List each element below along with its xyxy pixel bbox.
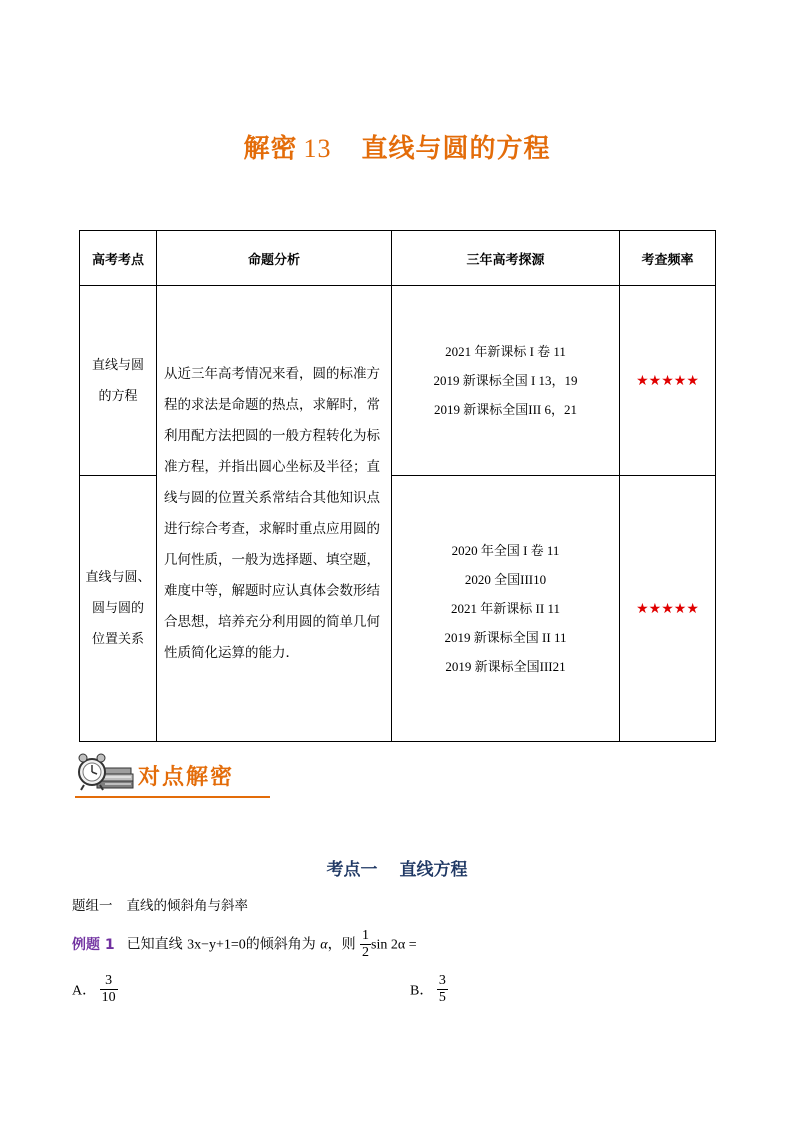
source-item: 2021 年新课标 II 11 bbox=[451, 601, 560, 616]
sources-cell bbox=[392, 476, 620, 742]
group-name: 直线的倾斜角与斜率 bbox=[126, 898, 248, 914]
example-text: ，则 bbox=[327, 936, 356, 953]
section-heading bbox=[0, 855, 794, 880]
topic-line: 位置关系 bbox=[91, 632, 144, 647]
example-label: 例题 1 bbox=[72, 936, 115, 953]
page-title bbox=[0, 128, 794, 165]
option-letter: B． bbox=[410, 983, 434, 999]
frequency-stars: ★★★★★ bbox=[620, 286, 716, 476]
banner-underline bbox=[75, 796, 270, 798]
example-text: 的倾斜角为 bbox=[245, 936, 316, 953]
example-text: 已知直线 bbox=[126, 936, 183, 953]
analysis-cell: 从近三年高考情况来看，圆的标准方程的求法是命题的热点，求解时，常利用配方法把圆的一般方程转化为标准方程，并指出圆心坐标及半径；直线与圆的位置关系常结合其他知识点进行综合考查，求解时重点应用圆的几何性质，一般为选择题、填空题，难度中等，解题时应认真体会数形结合思想，培养充分利用圆的简单几何性质简化运算的能力． bbox=[157, 286, 392, 742]
title-topic: 直线与圆的方程 bbox=[361, 134, 551, 164]
source-item: 2019 新课标全国 II 11 bbox=[444, 630, 567, 645]
option-a[interactable] bbox=[72, 973, 118, 1006]
topic-line: 直线与圆、 bbox=[85, 570, 151, 585]
table-row bbox=[80, 286, 716, 476]
header-topic: 高考考点 bbox=[80, 231, 157, 286]
source-item: 2019 新课标全国III 6，21 bbox=[434, 402, 577, 417]
angle-symbol: α bbox=[320, 937, 328, 953]
option-letter: A． bbox=[72, 983, 97, 999]
topic-line: 的方程 bbox=[98, 388, 138, 404]
header-analysis: 命题分析 bbox=[157, 231, 392, 286]
frequency-stars: ★★★★★ bbox=[620, 476, 716, 742]
table-header-row bbox=[80, 231, 716, 286]
group-heading bbox=[72, 894, 248, 914]
header-sources: 三年高考探源 bbox=[392, 231, 620, 286]
section-name: 直线方程 bbox=[399, 860, 468, 880]
source-item: 2019 新课标全国III21 bbox=[445, 659, 566, 674]
source-item: 2020 年全国 I 卷 11 bbox=[451, 543, 560, 558]
exam-analysis-table bbox=[79, 230, 716, 742]
title-main: 解密 bbox=[243, 134, 298, 164]
fraction: $\frac{1}{2}$ bbox=[362, 928, 370, 960]
topic-line: 圆与圆的 bbox=[91, 601, 144, 616]
option-fraction: $\frac{3}{5}$ bbox=[438, 973, 446, 1005]
math-expression: sin 2α = bbox=[371, 937, 417, 953]
group-label: 题组一 bbox=[72, 898, 113, 914]
line-equation: 3x−y+1=0 bbox=[187, 937, 246, 953]
example-question bbox=[72, 928, 417, 961]
topic-cell bbox=[80, 286, 157, 476]
option-b[interactable] bbox=[410, 973, 448, 1006]
header-frequency: 考查频率 bbox=[620, 231, 716, 286]
source-item: 2019 新课标全国 I 13，19 bbox=[433, 373, 578, 388]
source-item: 2021 年新课标 I 卷 11 bbox=[445, 344, 566, 359]
source-item: 2020 全国III10 bbox=[464, 572, 547, 587]
title-number: 13 bbox=[303, 134, 332, 163]
banner-title: 对点解密 bbox=[138, 765, 235, 790]
section-label: 考点一 bbox=[326, 860, 378, 880]
topic-line: 直线与圆 bbox=[91, 357, 144, 373]
option-fraction: $\frac{3}{10}$ bbox=[101, 973, 116, 1005]
topic-cell bbox=[80, 476, 157, 742]
sources-cell bbox=[392, 286, 620, 476]
